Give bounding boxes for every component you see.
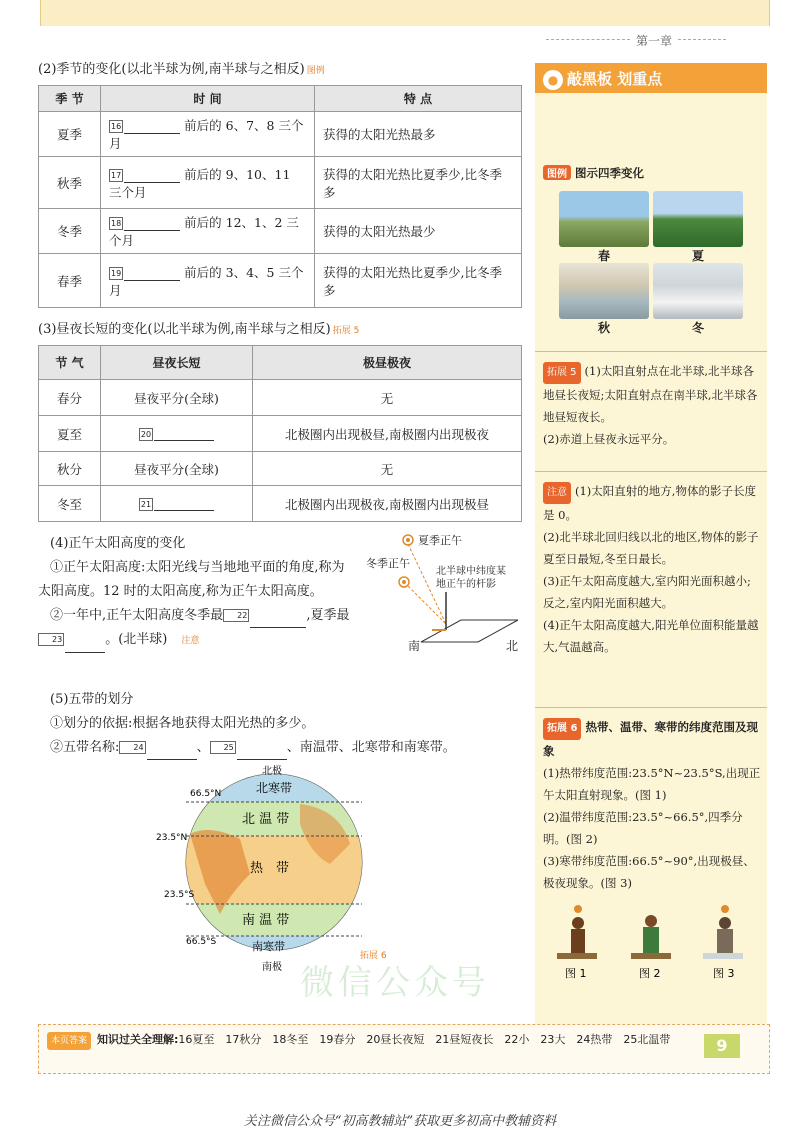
diagram-note-1: 北半球中纬度某 [436,566,506,577]
sun-tag: 注意 [181,636,200,646]
blank-number: 21 [140,500,152,509]
note-text: (2)北半球北回归线以北的地区,物体的影子夏至日最短,冬至日最长。 [543,530,759,566]
top-banner [40,0,770,26]
sun-section [38,532,524,688]
zone-label: 南寒带 [252,940,285,953]
blank-number: 16 [111,122,122,131]
note-text: (4)正午太阳高度越大,阳光单位面积能量越大,气温越高。 [543,618,759,654]
sun-p2b: ,夏季最 [306,608,350,623]
daynight-heading [38,318,524,337]
ext5-box [535,351,767,456]
season-cell: 冬季 [39,209,101,254]
blank-number: 25 [210,741,236,754]
winter-ray [408,586,446,624]
answer-blank[interactable] [65,639,105,653]
answer-label: 知识过关全理解: [97,1033,179,1046]
ext6-text: (1)热带纬度范围:23.5°N~23.5°S,出现正午太阳直射现象。(图 1) [543,766,761,802]
sun-icon [399,577,409,587]
length-cell [101,486,253,522]
winter-label: 冬季正午 [366,557,410,570]
logo-icon: ● [543,70,563,90]
ext6-text: (2)温带纬度范围:23.5°~66.5°,四季分明。(图 2) [543,810,743,846]
daynight-tag: 拓展 5 [332,326,360,336]
answer-blank[interactable] [124,169,180,183]
table-header: 昼夜长短 [101,346,253,380]
summer-label: 夏季正午 [418,534,462,547]
table-row [39,157,522,209]
figure-caption: 图 2 [639,967,661,980]
fig-title: 图示四季变化 [575,166,644,180]
feature-cell: 获得的太阳光热比夏季少,比冬季多 [315,157,522,209]
term-cell: 夏至 [39,416,101,452]
bottom-note: 关注微信公众号“初高教辅站”获取更多初高中教辅资料 [243,1114,557,1129]
season-tag: 图例 [306,66,325,76]
figure-caption: 图 3 [713,967,735,980]
photo-spring [559,191,649,247]
chapter-label: 第一章 [636,34,673,48]
season-cell: 春季 [39,254,101,308]
daynight-table [38,345,522,522]
ext6-heading [543,716,761,762]
blank-number: 24 [119,741,145,754]
season-title: (2)季节的变化(以北半球为例,南半球与之相反) [38,62,305,77]
table-row [39,254,522,308]
zone-label: 南 温 带 [242,913,290,928]
length-cell: 昼夜平分(全球) [101,380,253,416]
table-header: 时 间 [101,86,315,112]
daynight-title: (3)昼夜长短的变化(以北半球为例,南半球与之相反) [38,322,331,337]
ext5-text: (2)赤道上昼夜永远平分。 [543,432,675,446]
photo-label: 秋 [597,321,610,335]
globe-diagram [150,764,410,974]
table-header: 节 气 [39,346,101,380]
time-cell [101,157,315,209]
answer-badge: 本页答案 [47,1032,91,1050]
diagram-note-2: 地正午的杆影 [436,579,496,590]
time-text: 前后的 3、4、5 三个月 [109,264,304,298]
lat-label: 66.5°N [190,789,222,799]
watermark: 微信公众号 [300,963,490,1003]
table-row [39,416,522,452]
term-cell: 冬至 [39,486,101,522]
ext5-tag: 拓展 5 [543,362,581,384]
blank-number: 23 [38,633,64,646]
north-pole-label: 北极 [262,766,282,777]
season-cell: 夏季 [39,112,101,157]
table-header-row [39,86,522,112]
table-row [39,380,522,416]
photo-autumn [559,263,649,319]
length-cell [101,416,253,452]
answer-blank[interactable] [250,614,306,628]
fig-tag: 图例 [543,165,571,180]
photo-label: 夏 [691,249,704,263]
sun-para1: ①正午太阳高度:太阳光线与当地地平面的角度,称为太阳高度。12 时的太阳高度,称为正午太阳高度。 [38,560,345,599]
main-content [38,58,524,760]
zone-label: 热 带 [250,861,290,876]
time-cell [101,112,315,157]
ext5-text: (1)太阳直射点在北半球,北半球各地昼长夜短;太阳直射点在南半球,北半球各地昼短夜长。 [543,364,758,424]
table-row [39,112,522,157]
south-label: 南 [408,639,421,653]
side-title: 敲黑板 划重点 [567,70,663,88]
answer-blank[interactable] [154,497,214,511]
ext6-text: (3)寒带纬度范围:66.5°~90°,出现极昼、极夜现象。(图 3) [543,854,755,890]
polar-cell: 北极圈内出现极夜,南极圈内出现极昼 [253,486,522,522]
ext6-box [535,707,767,900]
table-header-row [39,346,522,380]
feature-cell: 获得的太阳光热最多 [315,112,522,157]
time-text: 前后的 6、7、8 三个月 [109,118,304,151]
term-cell: 秋分 [39,452,101,486]
answer-blank[interactable] [147,746,197,760]
blank-number: 22 [223,609,249,622]
climate-figures [543,901,759,981]
time-cell [101,209,315,254]
zones-section [38,688,524,760]
polar-cell: 无 [253,380,522,416]
answer-footer [38,1024,770,1074]
length-cell: 昼夜平分(全球) [101,452,253,486]
answer-blank[interactable] [124,217,180,231]
answer-blank[interactable] [237,746,287,760]
table-header: 季 节 [39,86,101,112]
time-text: 前后的 12、1、2 三个月 [109,215,299,248]
answer-blank[interactable] [154,427,214,441]
table-row [39,486,522,522]
south-pole-label: 南极 [262,962,282,973]
side-header [535,63,767,93]
sun-title: (4)正午太阳高度的变化 [50,536,186,551]
photo-summer [653,191,743,247]
note-line [543,480,761,526]
blank-number: 19 [111,268,122,278]
sun-p2c: 。(北半球) [105,632,168,647]
polar-cell: 北极圈内出现极昼,南极圈内出现极夜 [253,416,522,452]
note-tag: 注意 [543,482,571,504]
figure-caption: 图 1 [565,967,587,980]
answer-blank[interactable] [124,267,180,281]
table-row [39,452,522,486]
lat-label: 23.5°S [164,890,195,900]
photo-label: 冬 [691,321,704,335]
lat-label: 66.5°S [186,937,217,947]
zones-title: (5)五带的划分 [50,692,134,707]
season-table [38,85,522,308]
table-row [39,209,522,254]
zones-para1: ①划分的依据:根据各地获得太阳光热的多少。 [50,716,315,731]
sun-para2 [38,604,356,653]
season-heading [38,58,524,77]
zone-label: 北寒带 [256,781,293,795]
side-panel [535,63,767,1026]
table-header: 特 点 [315,86,522,112]
time-cell [101,254,315,308]
blank-number: 18 [111,219,122,228]
zones-p2b: 、南温带、北寒带和南寒带。 [286,740,456,755]
globe-tag: 拓展 6 [360,951,387,961]
blank-number: 17 [111,170,122,180]
photo-label: 春 [597,249,610,263]
feature-cell: 获得的太阳光热比夏季少,比冬季多 [315,254,522,308]
tropical-person-icon [557,905,597,959]
page-number: 9 [704,1034,740,1058]
season-cell: 秋季 [39,157,101,209]
answer-blank[interactable] [124,120,180,134]
blank-number: 20 [140,430,152,439]
feature-cell: 获得的太阳光热最少 [315,209,522,254]
time-text: 前后的 9、10、11 三个月 [109,166,291,200]
north-label: 北 [506,639,519,653]
lat-label: 23.5°N [156,833,188,843]
shadow-diagram [366,532,524,672]
note-text: (3)正午太阳高度越大,室内阳光面积越小;反之,室内阳光面积越大。 [543,574,751,610]
polar-person-icon [703,905,743,959]
sun-icon [403,535,413,545]
zone-label: 北 温 带 [242,812,290,827]
term-cell: 春分 [39,380,101,416]
sun-p2a: ②一年中,正午太阳高度冬季最 [50,608,224,623]
answer-text: 16夏至 17秋分 18冬至 19春分 20昼长夜短 21昼短夜长 22小 23大 24热带 25北温带 [178,1033,671,1046]
note-box [535,471,767,664]
note-text: (1)太阳直射的地方,物体的影子长度是 0。 [543,484,756,522]
ext6-tag: 拓展 6 [543,718,581,740]
fig-heading [543,165,644,181]
polar-cell: 无 [253,452,522,486]
zones-p2a: ②五带名称: [50,740,120,755]
zones-para2: ②五带名称: 24 、 25 、南温带、北寒带和南寒带。 [38,736,524,760]
temperate-person-icon [631,915,671,959]
photo-winter [653,263,743,319]
ext5-line [543,360,761,428]
table-header: 极昼极夜 [253,346,522,380]
ext6-title: 热带、温带、寒带的纬度范围及现象 [543,720,758,758]
